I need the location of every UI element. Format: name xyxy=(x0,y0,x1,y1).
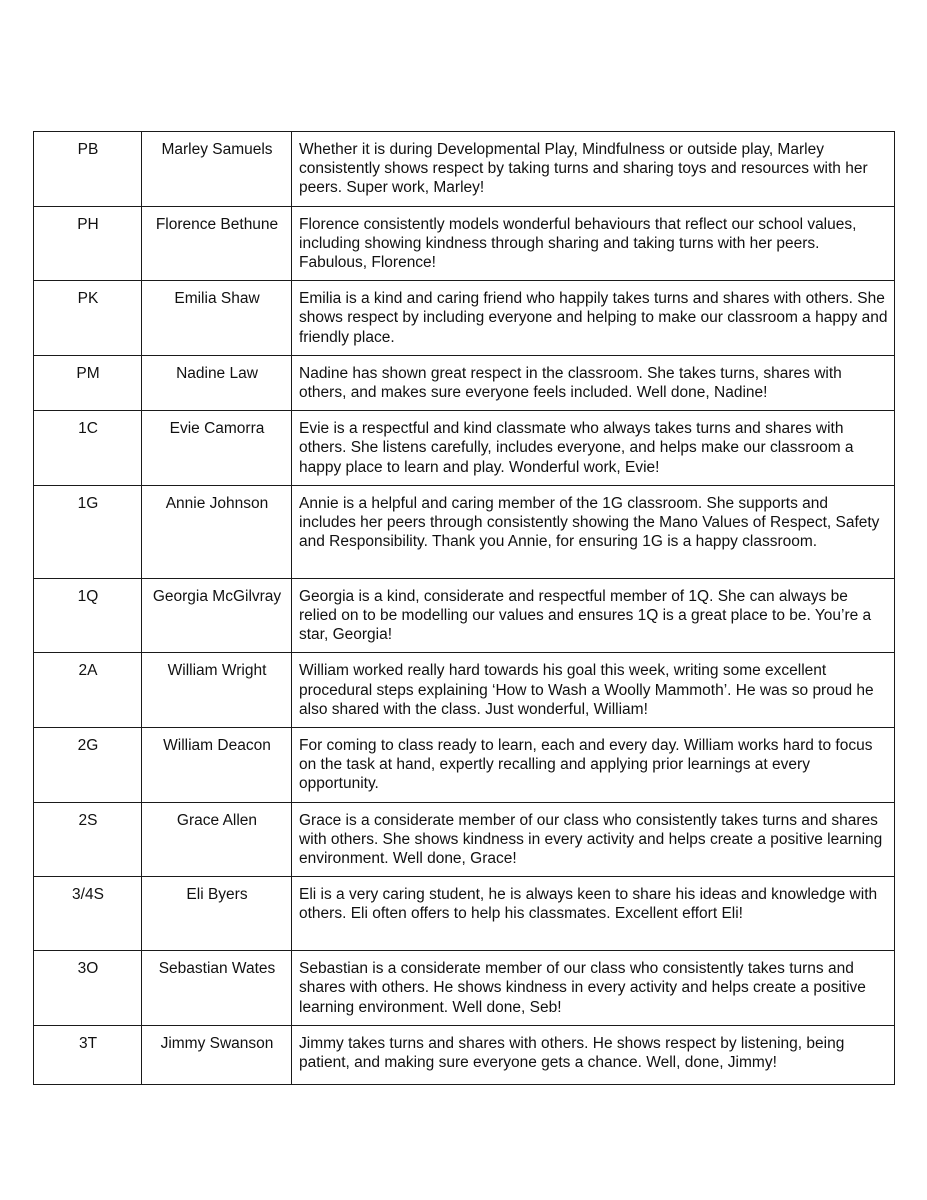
award-description-cell: Grace is a considerate member of our class who consistently takes turns and shares with others. She shows kindness in every activity and helps create a positive learning environment. Well done, Grace! xyxy=(292,802,895,877)
award-description-cell: Evie is a respectful and kind classmate who always takes turns and shares with others. She listens carefully, includes everyone, and helps make our classroom a happy place to learn and play. Wonderful work, Evie! xyxy=(292,411,895,486)
award-description-cell: Whether it is during Developmental Play, Mindfulness or outside play, Marley consistently shows respect by taking turns and sharing toys and resources with her peers. Super work, Marley! xyxy=(292,132,895,207)
student-name-cell: Sebastian Wates xyxy=(142,951,292,1026)
award-description-cell: Sebastian is a considerate member of our class who consistently takes turns and shares with others. He shows kindness in every activity and helps create a positive learning environment. Well done, Seb! xyxy=(292,951,895,1026)
award-description-cell: Annie is a helpful and caring member of the 1G classroom. She supports and includes her peers through consistently showing the Mano Values of Respect, Safety and Responsibility. Thank you Annie, for ensuring 1G is a happy classroom. xyxy=(292,485,895,578)
award-description-cell: Emilia is a kind and caring friend who happily takes turns and shares with others. She shows respect by including everyone and helping to make our classroom a happy and friendly place. xyxy=(292,281,895,356)
student-name-cell: Nadine Law xyxy=(142,355,292,410)
award-description-cell: Eli is a very caring student, he is always keen to share his ideas and knowledge with others. Eli often offers to help his classmates. Excellent effort Eli! xyxy=(292,877,895,951)
class-cell: 2G xyxy=(34,728,142,803)
student-name-cell: Florence Bethune xyxy=(142,206,292,281)
student-name-cell: William Wright xyxy=(142,653,292,728)
student-name-cell: Eli Byers xyxy=(142,877,292,951)
class-cell: 1G xyxy=(34,485,142,578)
class-cell: 1Q xyxy=(34,578,142,653)
table-row xyxy=(34,411,895,486)
award-description-cell: Nadine has shown great respect in the classroom. She takes turns, shares with others, and makes sure everyone feels included. Well done, Nadine! xyxy=(292,355,895,410)
class-cell: PM xyxy=(34,355,142,410)
class-cell: 3/4S xyxy=(34,877,142,951)
table-row xyxy=(34,485,895,578)
student-awards-table xyxy=(33,131,895,1085)
class-cell: 2A xyxy=(34,653,142,728)
student-name-cell: Georgia McGilvray xyxy=(142,578,292,653)
student-name-cell: Evie Camorra xyxy=(142,411,292,486)
class-cell: PK xyxy=(34,281,142,356)
student-name-cell: Annie Johnson xyxy=(142,485,292,578)
award-description-cell: Florence consistently models wonderful behaviours that reflect our school values, including showing kindness through sharing and taking turns with her peers. Fabulous, Florence! xyxy=(292,206,895,281)
class-cell: PH xyxy=(34,206,142,281)
class-cell: 3T xyxy=(34,1025,142,1084)
table-row xyxy=(34,578,895,653)
class-cell: PB xyxy=(34,132,142,207)
table-row xyxy=(34,951,895,1026)
table-row xyxy=(34,1025,895,1084)
class-cell: 2S xyxy=(34,802,142,877)
class-cell: 3O xyxy=(34,951,142,1026)
award-description-cell: Georgia is a kind, considerate and respectful member of 1Q. She can always be relied on to be modelling our values and ensures 1Q is a great place to be. You’re a star, Georgia! xyxy=(292,578,895,653)
student-name-cell: William Deacon xyxy=(142,728,292,803)
table-row xyxy=(34,355,895,410)
table-row xyxy=(34,802,895,877)
table-row xyxy=(34,877,895,951)
table-row xyxy=(34,132,895,207)
student-name-cell: Marley Samuels xyxy=(142,132,292,207)
class-cell: 1C xyxy=(34,411,142,486)
table-row xyxy=(34,653,895,728)
table-row xyxy=(34,206,895,281)
table-row xyxy=(34,728,895,803)
award-description-cell: William worked really hard towards his goal this week, writing some excellent procedural steps explaining ‘How to Wash a Woolly Mammoth’. He was so proud he also shared with the class. Just wonderful, William! xyxy=(292,653,895,728)
award-description-cell: Jimmy takes turns and shares with others. He shows respect by listening, being patient, and making sure everyone gets a chance. Well, done, Jimmy! xyxy=(292,1025,895,1084)
student-name-cell: Grace Allen xyxy=(142,802,292,877)
table-row xyxy=(34,281,895,356)
awards-table-body xyxy=(34,132,895,1085)
student-name-cell: Jimmy Swanson xyxy=(142,1025,292,1084)
award-description-cell: For coming to class ready to learn, each and every day. William works hard to focus on the task at hand, expertly recalling and applying prior learnings at every opportunity. xyxy=(292,728,895,803)
student-name-cell: Emilia Shaw xyxy=(142,281,292,356)
